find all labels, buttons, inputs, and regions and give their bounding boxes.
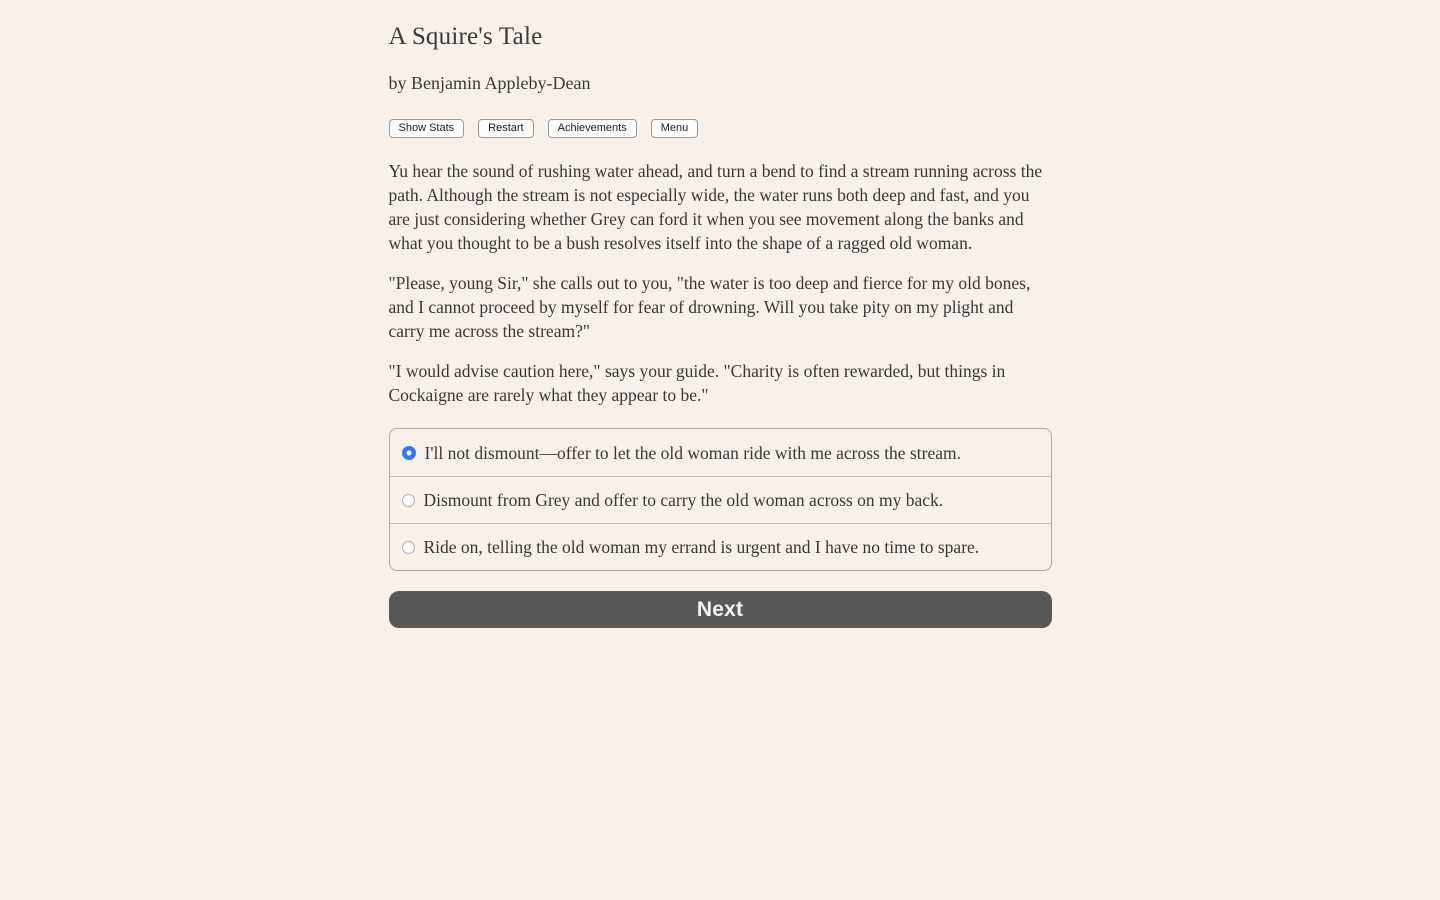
story-paragraph: "I would advise caution here," says your guide. "Charity is often rewarded, but things in Cockaigne are rarely what they appear to be." (388, 361, 1006, 406)
choice-option-label: I'll not dismount—offer to let the old woman ride with me across the stream. (424, 442, 961, 463)
story-paragraph: "Please, young Sir," she calls out to you, "the water is too deep and fierce for my old bones, and I cannot proceed by myself for fear of drowning. Will you take pity on my plight and carry me across the stream?" (388, 273, 1031, 342)
show-stats-button[interactable]: Show Stats (389, 119, 465, 138)
choice-list (389, 428, 1052, 571)
radio-button-icon[interactable] (402, 541, 415, 554)
game-content (389, 0, 1052, 628)
choice-option[interactable] (390, 429, 1051, 476)
next-button[interactable]: Next (389, 591, 1052, 628)
toolbar (389, 119, 1052, 138)
restart-button[interactable]: Restart (478, 119, 533, 138)
byline: by Benjamin Appleby-Dean (388, 73, 591, 93)
menu-button[interactable]: Menu (651, 119, 699, 138)
story-text (389, 159, 1052, 407)
choice-option-label: Ride on, telling the old woman my errand is urgent and I have no time to spare. (423, 537, 980, 558)
radio-button-selected-icon[interactable] (402, 446, 416, 460)
page-title: A Squire's Tale (388, 23, 543, 50)
story-paragraph: Yu hear the sound of rushing water ahead, and turn a bend to find a stream running across the path. Although the stream is not especially wide, the water runs both deep and fast, and you are just considering whether Grey can ford it when you see movement along the banks and what you thought to be a bush resolves itself into the shape of a ragged old woman. (388, 161, 1043, 254)
radio-button-icon[interactable] (402, 494, 415, 507)
choice-option-label: Dismount from Grey and offer to carry the old woman across on my back. (423, 490, 944, 511)
achievements-button[interactable]: Achievements (548, 119, 637, 138)
choice-option[interactable] (390, 476, 1051, 523)
choice-option[interactable] (390, 523, 1051, 570)
